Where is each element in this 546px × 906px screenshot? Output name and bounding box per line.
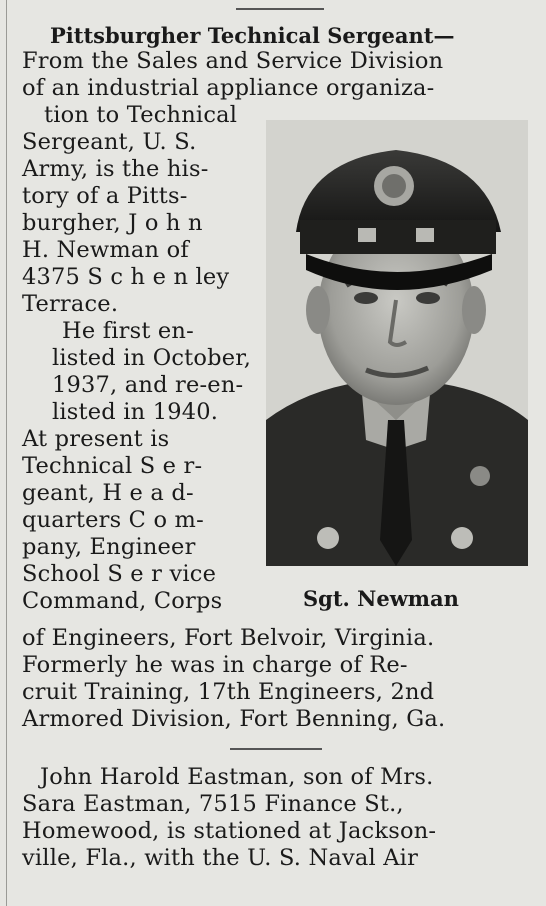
article-line: burgher, J o h n — [22, 210, 203, 236]
article-line: listed in October, — [52, 345, 252, 371]
article-line: Formerly he was in charge of Re- — [22, 652, 408, 678]
portrait-photo — [266, 120, 528, 566]
headline: Pittsburgher Technical Sergeant— — [50, 23, 455, 48]
article-line: Sara Eastman, 7515 Finance St., — [22, 791, 404, 817]
photo-caption: Sgt. Newman — [303, 586, 459, 611]
article-line: Command, Corps — [22, 588, 223, 614]
article-line: listed in 1940. — [52, 399, 219, 425]
article-line: Terrace. — [22, 291, 119, 317]
article-line: At present is — [22, 426, 170, 452]
top-divider — [236, 8, 324, 10]
article-line: John Harold Eastman, son of Mrs. — [40, 764, 434, 790]
article-line: tion to Technical — [44, 102, 238, 128]
article-line: geant, H e a d- — [22, 480, 194, 506]
article-line: 1937, and re-en- — [52, 372, 244, 398]
article-line: Sergeant, U. S. — [22, 129, 197, 155]
article-line: Armored Division, Fort Benning, Ga. — [22, 706, 446, 732]
article-line: quarters C o m- — [22, 507, 204, 533]
article-line: From the Sales and Service Division — [22, 48, 444, 74]
article-line: He first en- — [62, 318, 194, 344]
article-line: of Engineers, Fort Belvoir, Virginia. — [22, 625, 435, 651]
article-line: Army, is the his- — [22, 156, 209, 182]
article-line: of an industrial appliance organiza- — [22, 75, 435, 101]
column-rule — [6, 0, 7, 906]
article-line: cruit Training, 17th Engineers, 2nd — [22, 679, 435, 705]
article-divider — [230, 748, 322, 750]
article-line: Homewood, is stationed at Jackson- — [22, 818, 437, 844]
article-line: tory of a Pitts- — [22, 183, 188, 209]
article-line: Technical S e r- — [22, 453, 203, 479]
article-line: School S e r vice — [22, 561, 217, 587]
article-line: pany, Engineer — [22, 534, 196, 560]
article-line: 4375 S c h e n ley — [22, 264, 230, 290]
article-line: H. Newman of — [22, 237, 189, 263]
article-line: ville, Fla., with the U. S. Naval Air — [22, 845, 419, 871]
